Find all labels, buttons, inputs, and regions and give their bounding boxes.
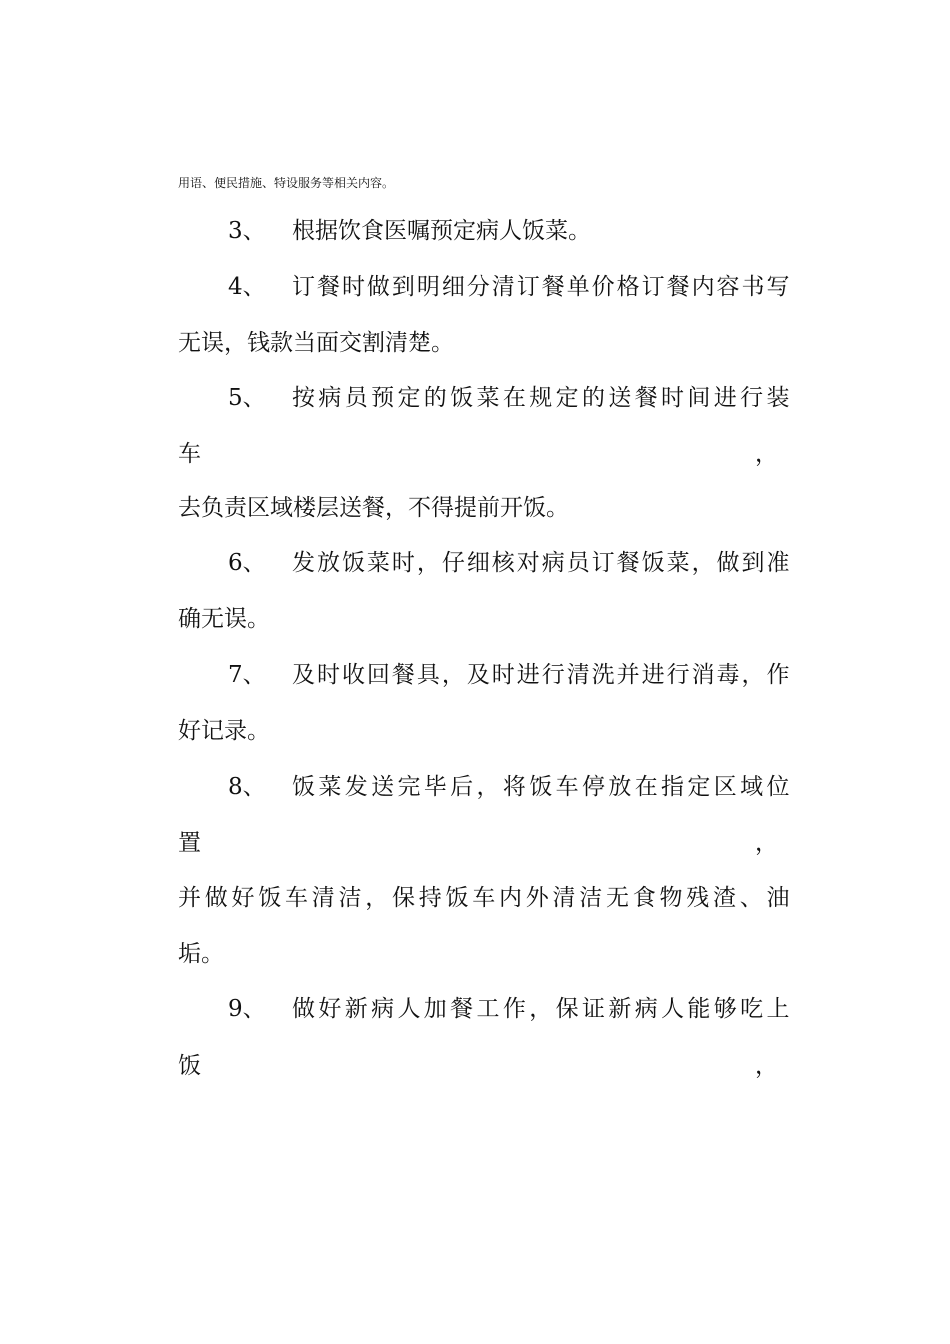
item-5-lead-char: 车 bbox=[178, 441, 201, 467]
item-5-number: 5、 bbox=[228, 385, 266, 411]
item-9-text: 做好新病人加餐工作，保证新病人能够吃上 bbox=[292, 996, 790, 1022]
item-6-continuation: 确无误。 bbox=[178, 606, 270, 632]
item-7-line-2 bbox=[178, 714, 790, 748]
item-8-line-4 bbox=[178, 937, 790, 971]
item-8-line-2 bbox=[178, 826, 790, 860]
item-5-continuation: 去负责区域楼层送餐，不得提前开饭。 bbox=[178, 495, 569, 521]
item-3-number: 3、 bbox=[228, 218, 266, 244]
item-5-trailing-comma: ， bbox=[755, 441, 778, 467]
item-6-line-1 bbox=[178, 546, 790, 580]
item-5-text: 按病员预定的饭菜在规定的送餐时间进行装 bbox=[292, 385, 790, 411]
item-3-line-1 bbox=[178, 214, 790, 248]
item-8-line-3 bbox=[178, 881, 790, 915]
item-7-continuation: 好记录。 bbox=[178, 718, 270, 744]
item-6-line-2 bbox=[178, 602, 790, 636]
intro-tail-text: 用语、便民措施、特设服务等相关内容。 bbox=[178, 176, 395, 190]
item-8-line-1 bbox=[178, 770, 790, 804]
item-4-continuation: 无误，钱款当面交割清楚。 bbox=[178, 330, 454, 356]
item-7-number: 7、 bbox=[228, 662, 266, 688]
item-7-text: 及时收回餐具，及时进行清洗并进行消毒，作 bbox=[292, 662, 790, 688]
item-8-lead-char: 置 bbox=[178, 830, 201, 856]
item-9-number: 9、 bbox=[228, 996, 266, 1022]
item-5-line-1 bbox=[178, 381, 790, 415]
item-8-continuation-2: 垢。 bbox=[178, 941, 224, 967]
item-9-line-1 bbox=[178, 992, 790, 1026]
item-4-line-1 bbox=[178, 270, 790, 304]
item-3-text: 根据饮食医嘱预定病人饭菜。 bbox=[292, 218, 591, 244]
item-7-line-1 bbox=[178, 658, 790, 692]
item-4-text: 订餐时做到明细分清订餐单价格订餐内容书写 bbox=[292, 274, 790, 300]
item-9-line-2 bbox=[178, 1049, 790, 1083]
item-4-number: 4、 bbox=[228, 274, 266, 300]
item-6-number: 6、 bbox=[228, 550, 266, 576]
item-5-line-3 bbox=[178, 491, 790, 525]
item-8-text: 饭菜发送完毕后，将饭车停放在指定区域位 bbox=[292, 774, 790, 800]
item-8-trailing-comma: ， bbox=[755, 830, 778, 856]
item-8-continuation: 并做好饭车清洁，保持饭车内外清洁无食物残渣、油 bbox=[178, 885, 790, 911]
item-9-trailing-comma: ， bbox=[755, 1053, 778, 1079]
item-4-line-2 bbox=[178, 326, 790, 360]
item-8-number: 8、 bbox=[228, 774, 266, 800]
item-5-line-2 bbox=[178, 437, 790, 471]
item-6-text: 发放饭菜时，仔细核对病员订餐饭菜，做到准 bbox=[292, 550, 790, 576]
item-9-lead-char: 饭 bbox=[178, 1053, 201, 1079]
